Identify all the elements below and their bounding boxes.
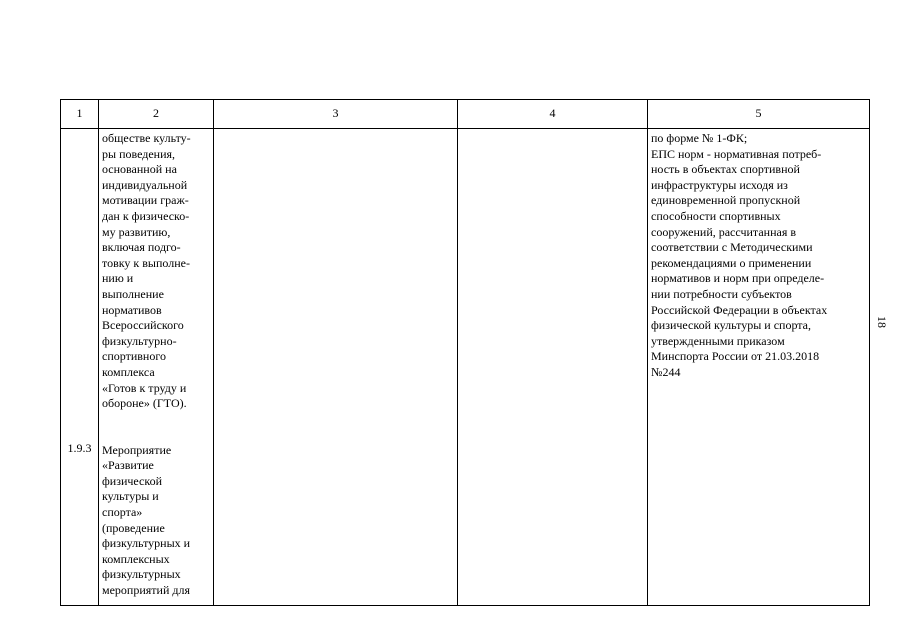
text-line: сооружений, рассчитанная в [651,224,797,239]
column-header-5: 5 [648,100,870,129]
text-line: соответствии с Методическими [651,240,813,255]
header-row [61,100,870,129]
text-line: единовременной пропускной [651,193,801,208]
column-4-cell [458,129,648,606]
text-line: нию и [102,271,134,286]
item-number-cell [61,129,99,606]
text-line: товку к выполне- [102,255,190,270]
text-line: нормативов [102,302,162,317]
text-line: «Готов к труду и [102,380,187,395]
text-line: №244 [651,364,681,379]
text-line: физкультурных и [102,536,191,551]
text-line: индивидуальной [102,177,188,192]
text-line: Мероприятие [102,442,172,457]
text-line: мотивации граж- [102,193,189,208]
description-text-part-1 [102,131,210,412]
text-line: основанной на [102,162,177,177]
text-line: (проведение [102,520,165,535]
notes-cell [648,129,870,606]
text-line: Всероссийского [102,318,184,333]
column-3-cell [214,129,458,606]
description-cell [99,129,214,606]
text-line: выполнение [102,286,164,301]
text-line: нормативов и норм при определе- [651,271,825,286]
column-header-4: 4 [458,100,648,129]
text-line: му развитию, [102,224,171,239]
text-line: рекомендациями о применении [651,255,812,270]
text-line: спортивного [102,349,166,364]
text-line: Минспорта России от 21.03.2018 [651,349,820,364]
column-header-1: 1 [61,100,99,129]
item-number: 1.9.3 [67,441,92,455]
text-line: Российской Федерации в объектах [651,302,828,317]
page-number: 18 [875,316,889,328]
text-line: физической [102,473,162,488]
text-line: физкультурных [102,567,181,582]
text-line: комплекса [102,364,155,379]
text-line: обществе культу- [102,131,191,145]
table-row [61,129,870,606]
text-line: ЕПС норм - нормативная потреб- [651,146,822,161]
text-line: ность в объектах спортивной [651,162,800,177]
text-line: культуры и [102,489,159,504]
text-line: дан к физическо- [102,208,190,223]
text-line: комплексных [102,551,170,566]
text-line: «Развитие [102,458,154,473]
text-line: физкультурно- [102,333,177,348]
text-line: включая подго- [102,240,181,255]
text-line: утвержденными приказом [651,333,785,348]
text-line: ры поведения, [102,146,176,161]
text-line: инфраструктуры исходя из [651,177,788,192]
text-line: нии потребности субъектов [651,286,792,301]
description-text-part-2 [102,443,210,599]
column-header-3: 3 [214,100,458,129]
notes-text [651,131,866,381]
content-table [60,99,870,606]
text-line: способности спортивных [651,208,781,223]
text-line: мероприятий для [102,583,190,598]
text-line: спорта» [102,505,143,520]
column-header-2: 2 [99,100,214,129]
text-line: обороне» (ГТО). [102,396,187,411]
text-line: физической культуры и спорта, [651,318,812,333]
text-line: по форме № 1-ФК; [651,131,748,145]
